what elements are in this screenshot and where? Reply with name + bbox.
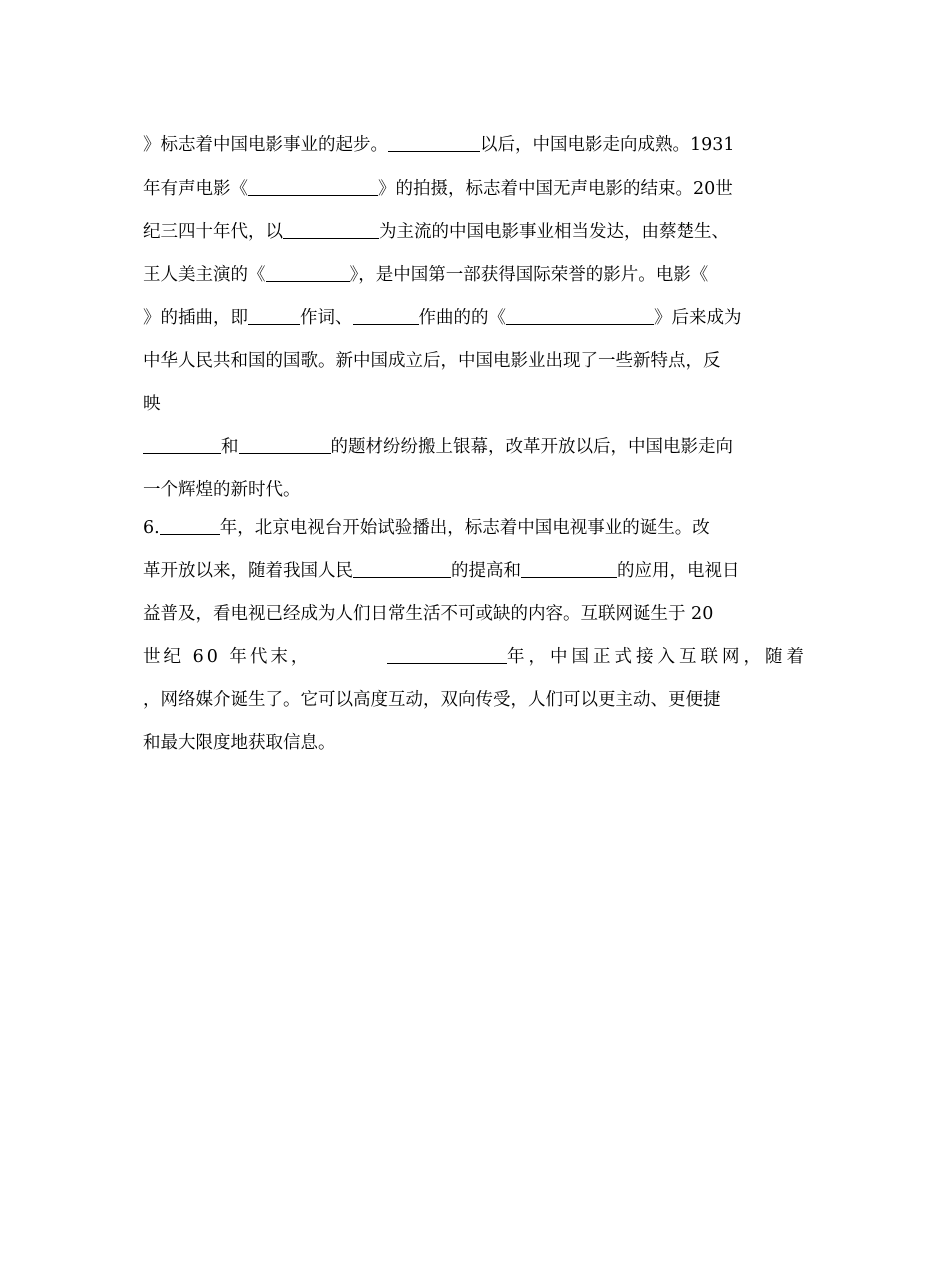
text-segment: 和 [221,437,239,457]
text-line [143,642,808,672]
text-segment: 年，中国正式接入互联网，随着 [507,647,808,667]
text-line [143,260,808,290]
fill-in-blank [239,433,331,454]
fill-in-blank [248,304,300,325]
text-segment: 一个辉煌的新时代。 [143,480,301,500]
fill-in-blank [506,304,654,325]
text-line [143,174,808,204]
fill-in-blank [521,557,617,578]
text-line [143,130,808,160]
text-line [143,303,808,333]
text-line [143,432,808,462]
text-segment: 作曲的的《 [418,308,506,328]
text-segment: 》的插曲，即 [143,308,248,328]
text-segment: 纪三四十年代，以 [143,222,283,242]
text-segment: 的题材纷纷搬上银幕，改革开放以后，中国电影走向 [330,437,733,457]
text-line [143,599,808,629]
fill-in-blank [160,514,220,535]
text-line [143,513,808,543]
text-line [143,346,808,376]
text-segment: 映 [143,394,161,414]
fill-in-blank [353,557,451,578]
text-line [143,728,808,758]
text-segment: 和最大限度地获取信息。 [143,733,336,753]
text-segment: 为主流的中国电影事业相当发达，由蔡楚生、 [379,222,729,242]
text-segment: 6. [143,518,160,538]
text-line [143,475,808,505]
text-segment: 的应用，电视日 [617,561,740,581]
text-segment: 益普及，看电视已经成为人们日常生活不可或缺的内容。互联网诞生于 20 [143,604,714,624]
text-line [143,685,808,715]
text-segment: 》标志着中国电影事业的起步。 [143,135,388,155]
text-segment: 以后，中国电影走向成熟。1931 [480,135,735,155]
text-segment: 中华人民共和国的国歌。新中国成立后，中国电影业出现了一些新特点，反 [143,351,721,371]
text-segment: ，网络媒介诞生了。它可以高度互动，双向传受，人们可以更主动、更便捷 [143,690,721,710]
text-segment: 年，北京电视台开始试验播出，标志着中国电视事业的诞生。改 [219,518,710,538]
text-segment: 王人美主演的《 [143,265,266,285]
text-segment: 作词、 [300,308,353,328]
fill-in-blank [248,175,378,196]
text-line [143,217,808,247]
text-line [143,389,808,419]
fill-in-blank [266,261,350,282]
fill-in-blank [143,433,221,454]
fill-in-blank [353,304,419,325]
text-segment: 革开放以来，随着我国人民 [143,561,353,581]
text-segment: 》的拍摄，标志着中国无声电影的结束。20世 [378,179,733,199]
text-segment: 的提高和 [451,561,521,581]
text-segment: 年有声电影《 [143,179,248,199]
text-segment: 世纪 60 年代末， [143,647,312,667]
text-segment: 》，是中国第一部获得国际荣誉的影片。电影《 [349,265,709,285]
text-segment: 》后来成为 [654,308,742,328]
fill-in-blank [283,218,379,239]
fill-in-blank [388,131,480,152]
text-line [143,556,808,586]
fill-in-blank [387,643,507,664]
